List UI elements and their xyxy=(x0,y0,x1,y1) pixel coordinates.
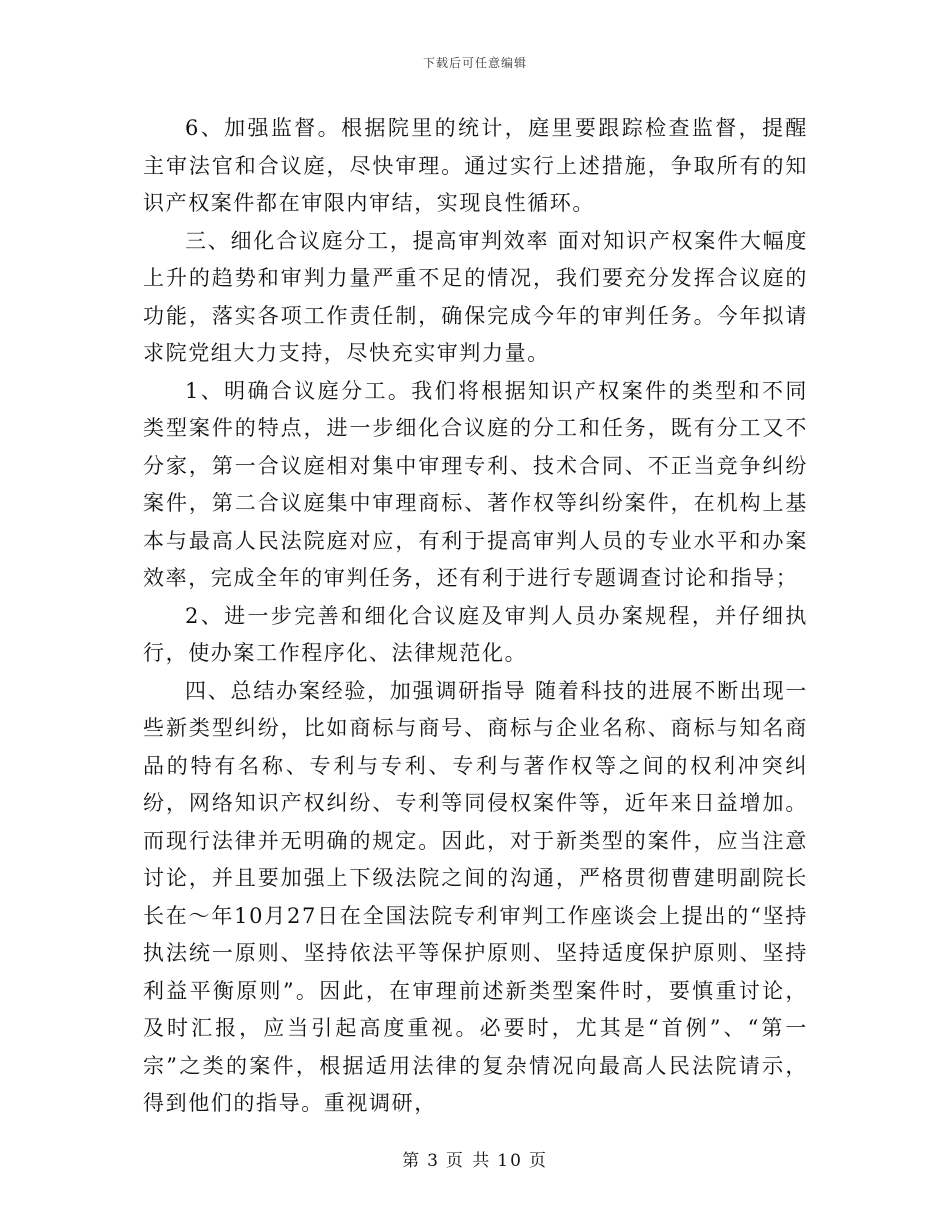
footer-total-pages: 10 xyxy=(497,1151,523,1171)
footer-middle: 页 共 xyxy=(445,1151,492,1171)
paragraph-section-four: 四、总结办案经验，加强调研指导 随着科技的进展不断出现一些新类型纠纷，比如商标与商号、商标与企业名称、商标与知名商品的特有名称、专利与专利、专利与著作权等之间的权利冲突纠纷，网络知识产权纠纷、专利等同侵权案件等，近年来日益增加。而现行法律并无明确的规定。因此，对于新类型的案件，应当注意讨论，并且要加强上下级法院之间的沟通，严格贯彻曹建明副院长长在～年10月27日在全国法院专利审判工作座谈会上提出的“坚持执法统一原则、坚持依法平等保护原则、坚持适度保护原则、坚持利益平衡原则”。因此，在审理前述新类型案件时，要慎重讨论，及时汇报，应当引起高度重视。必要时，尤其是“首例”、“第一宗”之类的案件，根据适用法律的复杂情况向最高人民法院请示，得到他们的指导。重视调研， xyxy=(143,678,808,1115)
paragraph-supervision: 6、加强监督。根据院里的统计，庭里要跟踪检查监督，提醒主审法官和合议庭，尽快审理。通过实行上述措施，争取所有的知识产权案件都在审限内审结，实现良性循环。 xyxy=(143,116,808,215)
page-footer xyxy=(0,1146,950,1171)
paragraph-division-of-labor: 1、明确合议庭分工。我们将根据知识产权案件的类型和不同类型案件的特点，进一步细化合议庭的分工和任务，既有分工又不分家，第一合议庭相对集中审理专利、技术合同、不正当竞争纠纷案件，第二合议庭集中审理商标、著作权等纠纷案件，在机构上基本与最高人民法院庭对应，有利于提高审判人员的专业水平和办案效率，完成全年的审判任务，还有利于进行专题调查讨论和指导； xyxy=(143,378,808,590)
footer-current-page: 3 xyxy=(427,1151,440,1171)
footer-suffix: 页 xyxy=(528,1151,548,1171)
page-header-note: 下载后可任意编辑 xyxy=(422,56,527,70)
document-body xyxy=(143,110,808,1123)
footer-prefix: 第 xyxy=(402,1151,422,1171)
paragraph-procedures: 2、进一步完善和细化合议庭及审判人员办案规程，并仔细执行，使办案工作程序化、法律规范化。 xyxy=(143,603,808,665)
paragraph-section-three: 三、细化合议庭分工，提高审判效率 面对知识产权案件大幅度上升的趋势和审判力量严重不足的情况，我们要充分发挥合议庭的功能，落实各项工作责任制，确保完成今年的审判任务。今年拟请求院党组大力支持，尽快充实审判力量。 xyxy=(143,228,808,365)
